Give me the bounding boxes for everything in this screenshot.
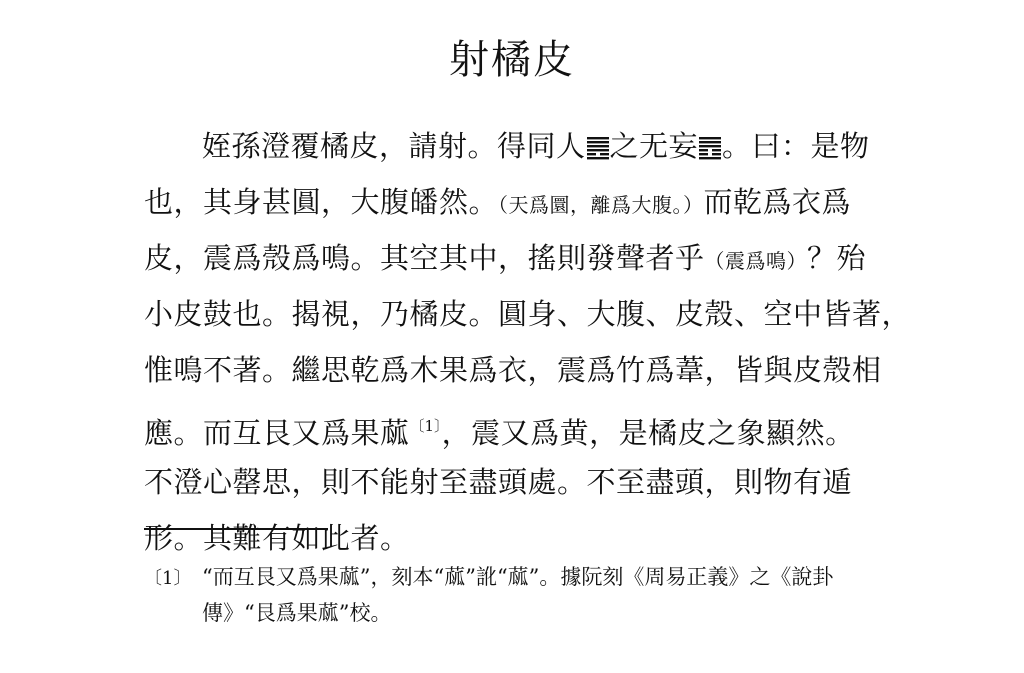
- inline-annotation: （天爲圜，離爲大腹。）: [498, 193, 704, 217]
- hexagram-wuwang-icon: [699, 136, 721, 160]
- footnote-line-1: [144, 560, 904, 596]
- text-line-6: [144, 398, 894, 454]
- inline-annotation: （震爲鳴）: [704, 249, 808, 273]
- text-line-2: [144, 174, 894, 230]
- text-segment: ？殆: [807, 241, 867, 275]
- text-line-7: 不澄心罄思，則不能射至盡頭處。不至盡頭，則物有遁: [144, 465, 853, 499]
- hexagram-tongren-icon: [587, 136, 609, 160]
- text-segment: 也，其身甚圓，大腹皤然。: [144, 185, 499, 219]
- text-segment: 皮，震爲殼爲鳴。其空其中，搖則發聲者乎: [144, 241, 705, 275]
- text-line-5: 惟鳴不著。繼思乾爲木果爲衣，震爲竹爲葦，皆與皮殼相: [144, 353, 882, 387]
- text-segment: 之无妄: [609, 129, 699, 163]
- text-segment: ，震又爲黄，是橘皮之象顯然。: [441, 416, 855, 450]
- footnote-line-2: 傳》“艮爲果蓏”校。: [202, 601, 392, 625]
- text-segment: 。曰：是物: [722, 129, 870, 163]
- text-line-3: [144, 230, 894, 286]
- footnote-reference[interactable]: 〔1〕: [409, 417, 442, 435]
- text-line-1: [144, 118, 894, 174]
- page-title: 射橘皮: [449, 37, 575, 83]
- text-line-4: 小皮鼓也。揭視，乃橘皮。圓身、大腹、皮殼、空中皆著，: [144, 297, 912, 331]
- main-paragraph: [144, 118, 912, 566]
- footnote-marker: 〔1〕: [144, 568, 192, 589]
- text-line-8: 形。其難有如此者。: [144, 521, 410, 555]
- text-segment: 而乾爲衣爲: [703, 185, 852, 219]
- footnote: [144, 560, 904, 630]
- footnote-divider: [144, 528, 328, 530]
- text-segment: 應。而互艮又爲果蓏: [144, 416, 410, 450]
- footnote-text: “而互艮又爲果蓏”，刻本“蓏”訛“蓏”。據阮刻《周易正義》之《說卦: [202, 565, 834, 589]
- text-segment: 姪孫澄覆橘皮，請射。得同人: [202, 129, 586, 163]
